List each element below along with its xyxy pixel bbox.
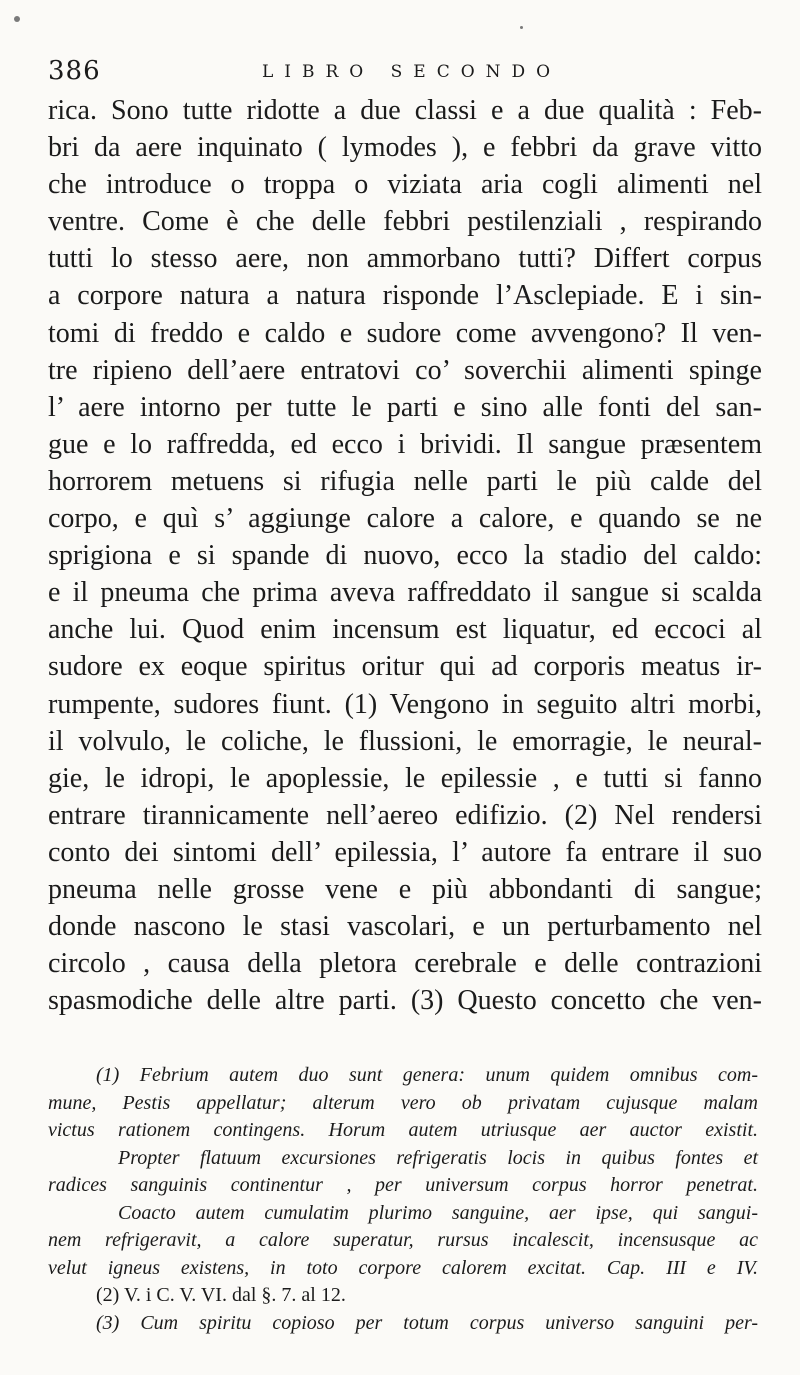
text-line: tre ripieno dell’aere entratovi co’ soverchii alimenti spinge (48, 354, 762, 386)
footnote-line: mune, Pestis appellatur; alterum vero ob privatam cujusque malam (48, 1091, 758, 1114)
footnote-line: (3) Cum spiritu copioso per totum corpus universo sanguini per- (96, 1311, 758, 1334)
footnote-line: (2) V. i C. V. VI. dal §. 7. al 12. (96, 1284, 346, 1306)
footnote-line: Propter flatuum excursiones refrigeratis locis in quibus fontes et (118, 1146, 758, 1169)
text-line: pneuma nelle grosse vene e più abbondanti di sangue; (48, 873, 762, 905)
text-line: tomi di freddo e caldo e sudore come avvengono? Il ven- (48, 317, 762, 349)
text-line: conto dei sintomi dell’ epilessia, l’ autore fa entrare il suo (48, 836, 762, 868)
text-line: il volvulo, le coliche, le flussioni, le emorragie, le neural- (48, 725, 762, 757)
ink-speck (520, 26, 523, 29)
text-line: l’ aere intorno per tutte le parti e sino alle fonti del san- (48, 391, 762, 423)
footnote-line: (1) Febrium autem duo sunt genera: unum quidem omnibus com- (96, 1064, 758, 1086)
text-line: anche lui. Quod enim incensum est liquatur, ed eccoci al (48, 614, 762, 646)
text-line: ventre. Come è che delle febbri pestilenziali , respirando (48, 206, 762, 238)
running-head: LIBRO SECONDO (262, 62, 562, 82)
text-line: corpo, e quì s’ aggiunge calore a calore, e quando se ne (48, 503, 762, 535)
text-line: horrorem metuens si rifugia nelle parti le più calde del (48, 465, 762, 497)
text-line: rumpente, sudores fiunt. (1) Vengono in seguito altri morbi, (48, 688, 762, 720)
text-line: sprigiona e si spande di nuovo, ecco la stadio del caldo: (48, 540, 762, 572)
text-line: entrare tirannicamente nell’aereo edifizio. (2) Nel rendersi (48, 799, 762, 831)
footnotes (48, 1062, 758, 1337)
footnote-line: Coacto autem cumulatim plurimo sanguine, aer ipse, qui sangui- (118, 1201, 758, 1224)
footnote-line: velut igneus existens, in toto corpore calorem excitat. Cap. III e IV. (48, 1256, 758, 1279)
main-text (48, 92, 762, 1019)
text-line: rica. Sono tutte ridotte a due classi e a due qualità : Feb- (48, 95, 762, 126)
text-line: che introduce o troppa o viziata aria cogli alimenti nel (48, 169, 762, 201)
text-line: a corpore natura a natura risponde l’Asclepiade. E i sin- (48, 280, 762, 312)
text-line: spasmodiche delle altre parti. (3) Questo concetto che ven- (48, 985, 762, 1017)
text-line: tutti lo stesso aere, non ammorbano tutti? Differt corpus (48, 243, 762, 275)
page-number: 386 (48, 56, 101, 86)
footnote-line: victus rationem contingens. Horum autem utriusque aer auctor existit. (48, 1119, 758, 1141)
page-header (48, 56, 760, 96)
text-line: gue e lo raffredda, ed ecco i brividi. Il sangue præsentem (48, 428, 762, 460)
text-line: sudore ex eoque spiritus oritur qui ad corporis meatus ir- (48, 651, 762, 683)
text-line: donde nascono le stasi vascolari, e un perturbamento nel (48, 911, 762, 943)
text-line: circolo , causa della pletora cerebrale e delle contrazioni (48, 948, 762, 980)
text-line: bri da aere inquinato ( lymodes ), e febbri da grave vitto (48, 132, 762, 164)
text-line: gie, le idropi, le apoplessie, le epilessie , e tutti si fanno (48, 762, 762, 794)
ink-speck (14, 16, 20, 22)
footnote-line: radices sanguinis continentur , per universum corpus horror penetrat. (48, 1174, 758, 1196)
footnote-line: nem refrigeravit, a calore superatur, rursus incalescit, incensusque ac (48, 1229, 758, 1251)
text-line: e il pneuma che prima aveva raffreddato il sangue si scalda (48, 577, 762, 609)
